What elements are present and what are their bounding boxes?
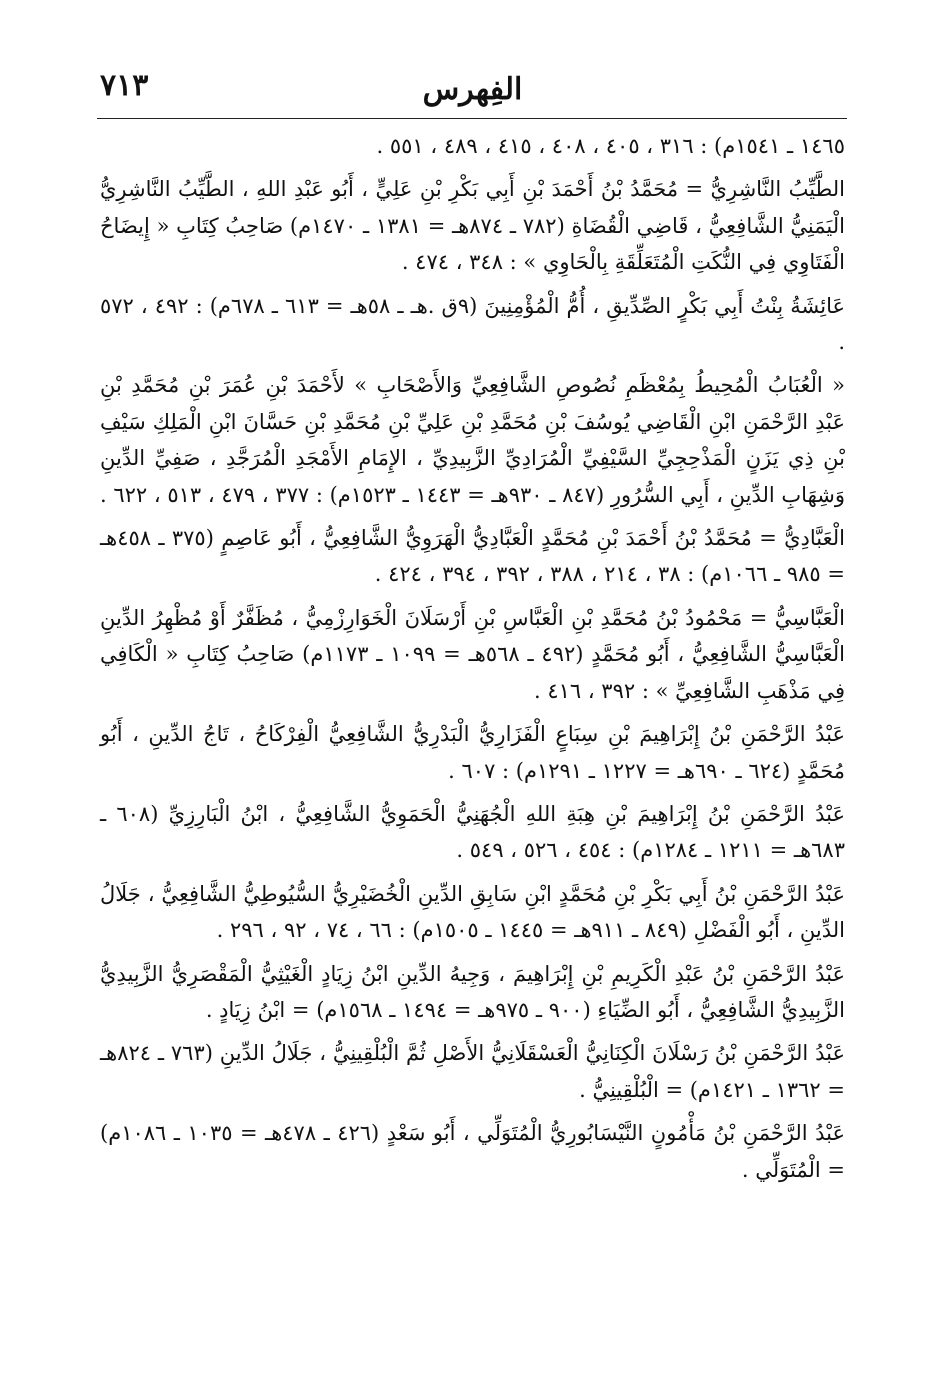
index-entry: عَبْدُ الرَّحْمَنِ بْنُ إِبْرَاهِيمَ بْنِ هِبَةِ اللهِ الْجُهَنِيُّ الْحَمَوِيُّ الشَّافِعِيُّ ، ابْنُ الْبَارِزِيِّ (٦٠٨ ـ ٦٨٣هـ = ١٢١١ ـ ١٢٨٤م) : ٤٥٤ ، ٥٢٦ ، ٥٤٩ . (100, 801, 845, 863)
index-entry: « الْعُبَابُ الْمُحِيطُ بِمُعْظَمِ نُصُوصِ الشَّافِعِيِّ وَالأَصْحَابِ » لأَحْمَدَ بْنِ عُمَرَ بْنِ مُحَمَّدِ بْنِ عَبْدِ الرَّحْمَنِ ابْنِ الْقَاضِي يُوسُفَ بْنِ مُحَمَّدِ بْنِ عَلِيِّ بْنِ مُحَمَّدِ بْنِ حَسَّانَ ابْنِ الْمَلِكِ سَيْفِ بْنِ ذِي يَزَنٍ الْمَذْحِجِيِّ السَّيْفِيِّ الْمُرَادِيِّ الزَّبِيدِيِّ ، الإِمَامِ الأَمْجَدِ الْمُرَجَّدِ ، صَفِيِّ الدِّينِ وَشِهَابِ الدِّينِ ، أَبِي السُّرُورِ (٨٤٧ ـ ٩٣٠هـ = ١٤٤٣ ـ ١٥٢٣م) : ٣٧٧ ، ٤٧٩ ، ٥١٣ ، ٦٢٢ . (100, 373, 845, 507)
index-entry: الْعَبَّادِيُّ = مُحَمَّدُ بْنُ أَحْمَدَ بْنِ مُحَمَّدٍ الْعَبَّادِيُّ الْهَرَوِيُّ الشَّافِعِيُّ ، أَبُو عَاصِمٍ (٣٧٥ ـ ٤٥٨هـ = ٩٨٥ ـ ١٠٦٦م) : ٣٨ ، ٢١٤ ، ٣٨٨ ، ٣٩٢ ، ٣٩٤ ، ٤٢٤ . (100, 526, 845, 587)
header-divider (97, 118, 847, 119)
page-title: الفِهرس (422, 72, 523, 107)
index-entry: عَبْدُ الرَّحْمَنِ بْنُ مَأْمُونٍ النَّيْسَابُورِيُّ الْمُتَوَلِّي ، أَبُو سَعْدٍ (٤٢٦ ـ ٤٧٨هـ = ١٠٣٥ ـ ١٠٨٦م) = الْمُتَوَلِّي . (100, 1121, 845, 1182)
index-entry: عَبْدُ الرَّحْمَنِ بْنُ عَبْدِ الْكَرِيمِ بْنِ إِبْرَاهِيمَ ، وَجِيهُ الدِّينِ ابْنُ زِيَادٍ الْغَيْثِيُّ الْمَقْصَرِيُّ الزَّبِيدِيُّ الزَّبِيدِيُّ الشَّافِعِيُّ ، أَبُو الضِّيَاءِ (٩٠٠ ـ ٩٧٥هـ = ١٤٩٤ ـ ١٥٦٨م) = ابْنُ زِيَادٍ . (100, 961, 845, 1022)
index-entry: عَبْدُ الرَّحْمَنِ بْنُ إِبْرَاهِيمَ بْنِ سِبَاعٍ الْفَزَارِيُّ الْبَدْرِيُّ الشَّافِعِيُّ الْفِرْكَاحُ ، تَاجُ الدِّينِ ، أَبُو مُحَمَّدٍ (٦٢٤ ـ ٦٩٠هـ = ١٢٢٧ ـ ١٢٩١م) : ٦٠٧ . (100, 722, 845, 783)
index-entries (100, 128, 845, 1188)
index-entry: عَبْدُ الرَّحْمَنِ بْنُ أَبِي بَكْرِ بْنِ مُحَمَّدٍ ابْنِ سَابِقِ الدِّينِ الْخُضَيْرِيُّ السُّيُوطِيُّ الشَّافِعِيُّ ، جَلَالُ الدِّينِ ، أَبُو الْفَضْلِ (٨٤٩ ـ ٩١١هـ = ١٤٤٥ ـ ١٥٠٥م) : ٦٦ ، ٧٤ ، ٩٢ ، ٢٩٦ . (100, 881, 845, 943)
index-entry: الطَّيِّبُ النَّاشِرِيُّ = مُحَمَّدُ بْنُ أَحْمَدَ بْنِ أَبِي بَكْرِ بْنِ عَلِيٍّ ، أَبُو عَبْدِ اللهِ ، الطَّيِّبُ النَّاشِرِيُّ الْيَمَنِيُّ الشَّافِعِيُّ ، قَاضِي الْقُضَاةِ (٧٨٢ ـ ٨٧٤هـ = ١٣٨١ ـ ١٤٧٠م) صَاحِبُ كِتَابِ « إِيضَاحُ الْفَتَاوِي فِي النُّكَتِ الْمُتَعَلِّقَةِ بِالْحَاوِي » : ٣٤٨ ، ٤٧٤ . (100, 177, 845, 275)
index-entry: الْعَبَّاسِيُّ = مَحْمُودُ بْنُ مُحَمَّدِ بْنِ الْعَبَّاسِ بْنِ أَرْسَلَانَ الْخَوَارِزْمِيُّ ، مُظَفَّرٌ أَوْ مُظْهِرُ الدِّينِ الْعَبَّاسِيُّ الشَّافِعِيُّ ، أَبُو مُحَمَّدٍ (٤٩٢ ـ ٥٦٨هـ = ١٠٩٩ ـ ١١٧٣م) صَاحِبُ كِتَابِ « الْكَافِي فِي مَذْهَبِ الشَّافِعِيِّ » : ٣٩٢ ، ٤١٦ . (100, 605, 845, 703)
index-entry: عَائِشَةُ بِنْتُ أَبِي بَكْرٍ الصِّدِّيقِ ، أُمُّ الْمُؤْمِنِينَ (٩ق .هـ ـ ٥٨هـ = ٦١٣ ـ ٦٧٨م) : ٤٩٢ ، ٥٧٢ . (100, 293, 845, 355)
page-number: ٧١٣ (100, 68, 149, 103)
index-entry: ١٤٦٥ ـ ١٥٤١م) : ٣١٦ ، ٤٠٥ ، ٤٠٨ ، ٤١٥ ، ٤٨٩ ، ٥٥١ . (376, 134, 845, 158)
index-entry: عَبْدُ الرَّحْمَنِ بْنُ رَسْلَانَ الْكِنَانِيُّ الْعَسْقَلَانِيُّ الأَصْلِ ثُمَّ الْبُلْقِينِيُّ ، جَلَالُ الدِّينِ (٧٦٣ ـ ٨٢٤هـ = ١٣٦٢ ـ ١٤٢١م) = الْبُلْقِينِيُّ . (100, 1041, 845, 1102)
page-header (100, 62, 845, 112)
